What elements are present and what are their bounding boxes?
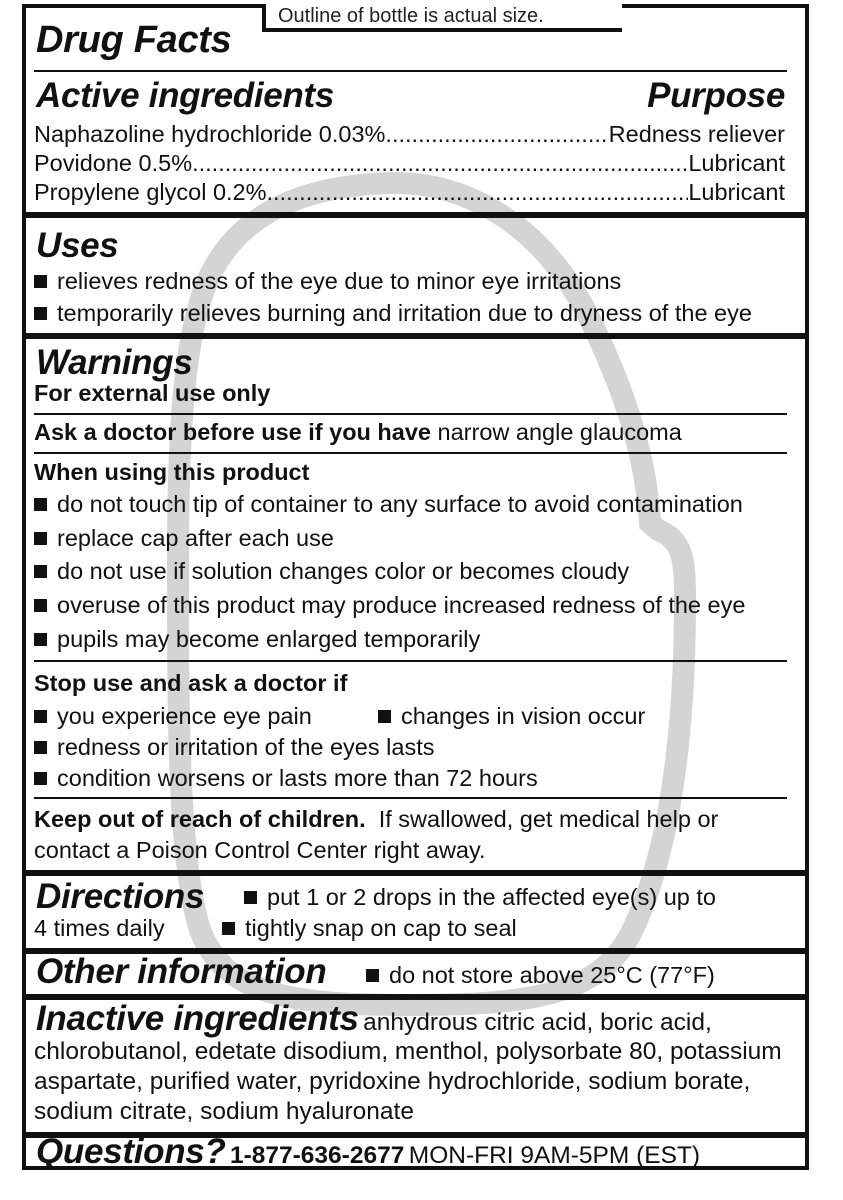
- ask-doctor-line: [34, 417, 682, 447]
- keep-out-line: [34, 804, 718, 834]
- when-using-item: [34, 556, 629, 586]
- directions-item-text: tightly snap on cap to seal: [245, 915, 517, 941]
- ask-doctor-label: Ask a doctor before use if you have: [34, 419, 431, 445]
- questions-heading: Questions?: [36, 1132, 226, 1171]
- inactive-text: sodium citrate, sodium hyaluronate: [34, 1098, 414, 1125]
- bullet-icon: [34, 532, 47, 545]
- inactive-heading: Inactive ingredients: [36, 999, 359, 1038]
- stop-use-item: [34, 732, 434, 762]
- bullet-icon: [34, 633, 47, 646]
- stop-use-item: [34, 701, 312, 731]
- when-using-item: [34, 590, 745, 620]
- section-divider: [26, 870, 805, 876]
- ingredient-name: Povidone 0.5%: [34, 150, 193, 176]
- bullet-icon: [34, 741, 47, 754]
- ingredient-row: [34, 119, 785, 149]
- bullet-icon: [34, 565, 47, 578]
- other-info-item: [366, 960, 715, 990]
- ingredient-row: [34, 148, 785, 178]
- questions-line: [36, 1132, 700, 1172]
- stop-use-item-text: changes in vision occur: [401, 703, 646, 729]
- ingredient-name: Naphazoline hydrochloride 0.03%: [34, 121, 386, 147]
- other-info-heading: Other information: [36, 952, 327, 991]
- other-info-item-text: do not store above 25°C (77°F): [389, 962, 715, 988]
- stop-use-item: [378, 701, 645, 731]
- stop-use-item-text: redness or irritation of the eyes lasts: [57, 734, 435, 760]
- divider: [34, 413, 787, 415]
- questions-hours: MON-FRI 9AM-5PM (EST): [408, 1142, 701, 1169]
- bullet-icon: [34, 275, 47, 288]
- divider: [34, 452, 787, 454]
- keep-out-label: Keep out of reach of children.: [34, 806, 366, 832]
- ingredient-purpose: Redness reliever: [608, 121, 785, 147]
- active-ingredients-heading: Active ingredients: [36, 76, 335, 115]
- ingredient-purpose: Lubricant: [688, 179, 785, 205]
- ingredient-purpose: Lubricant: [688, 150, 785, 176]
- external-use-text: For external use only: [34, 380, 271, 406]
- uses-item-text: temporarily relieves burning and irritation due to dryness of the eye: [57, 300, 752, 326]
- uses-item-text: relieves redness of the eye due to minor eye irritations: [57, 268, 622, 294]
- bullet-icon: [34, 772, 47, 785]
- directions-item-cont: 4 times daily: [34, 915, 165, 941]
- directions-item: [244, 882, 716, 912]
- directions-heading: Directions: [36, 877, 205, 916]
- bullet-icon: [366, 969, 379, 982]
- divider: [34, 70, 787, 72]
- when-using-item-text: do not touch tip of container to any surface to avoid contamination: [57, 491, 743, 517]
- directions-item-text: put 1 or 2 drops in the affected eye(s) up to: [267, 884, 716, 910]
- stop-use-item-text: you experience eye pain: [57, 703, 312, 729]
- drug-facts-panel: [22, 4, 809, 1170]
- keep-out-line-2: contact a Poison Control Center right away.: [34, 837, 486, 863]
- bullet-icon: [34, 498, 47, 511]
- when-using-item: [34, 523, 334, 553]
- uses-item: [34, 266, 621, 296]
- stop-use-item-text: condition worsens or lasts more than 72 hours: [57, 765, 538, 791]
- inactive-text: chlorobutanol, edetate disodium, menthol, polysorbate 80, potassium: [34, 1038, 782, 1065]
- when-using-item-text: overuse of this product may produce increased redness of the eye: [57, 592, 746, 618]
- ingredient-row: [34, 177, 785, 207]
- when-using-item-text: replace cap after each use: [57, 525, 334, 551]
- purpose-heading: Purpose: [647, 76, 785, 115]
- when-using-item: [34, 489, 743, 519]
- keep-out-text: If swallowed, get medical help or: [378, 806, 719, 832]
- uses-heading: Uses: [36, 226, 119, 265]
- inactive-text: anhydrous citric acid, boric acid,: [363, 1009, 712, 1036]
- uses-item: [34, 298, 752, 328]
- when-using-item-text: do not use if solution changes color or becomes cloudy: [57, 558, 630, 584]
- section-divider: [26, 333, 805, 339]
- section-divider: [26, 212, 805, 218]
- dot-leader: [385, 119, 608, 149]
- ingredients-list: [34, 119, 785, 207]
- directions-item: [222, 913, 517, 943]
- stop-use-item: [34, 763, 538, 793]
- when-using-item-text: pupils may become enlarged temporarily: [57, 626, 481, 652]
- divider: [34, 660, 787, 662]
- bullet-icon: [34, 307, 47, 320]
- stop-use-heading: Stop use and ask a doctor if: [34, 670, 348, 696]
- bottle-size-note: Outline of bottle is actual size.: [262, 4, 622, 32]
- when-using-heading: When using this product: [34, 459, 310, 485]
- inactive-first-line: [36, 999, 712, 1039]
- warnings-heading: Warnings: [36, 343, 193, 382]
- dot-leader: [267, 177, 689, 207]
- questions-phone[interactable]: 1-877-636-2677: [229, 1142, 405, 1169]
- bullet-icon: [34, 599, 47, 612]
- bullet-icon: [222, 922, 235, 935]
- ingredient-name: Propylene glycol 0.2%: [34, 179, 267, 205]
- drug-facts-title: Drug Facts: [36, 19, 232, 61]
- dot-leader: [192, 148, 688, 178]
- ask-doctor-condition: narrow angle glaucoma: [437, 419, 682, 445]
- bullet-icon: [34, 710, 47, 723]
- bullet-icon: [378, 710, 391, 723]
- inactive-text: aspartate, purified water, pyridoxine hydrochloride, sodium borate,: [34, 1068, 751, 1095]
- when-using-item: [34, 624, 480, 654]
- bullet-icon: [244, 891, 257, 904]
- divider: [34, 797, 787, 799]
